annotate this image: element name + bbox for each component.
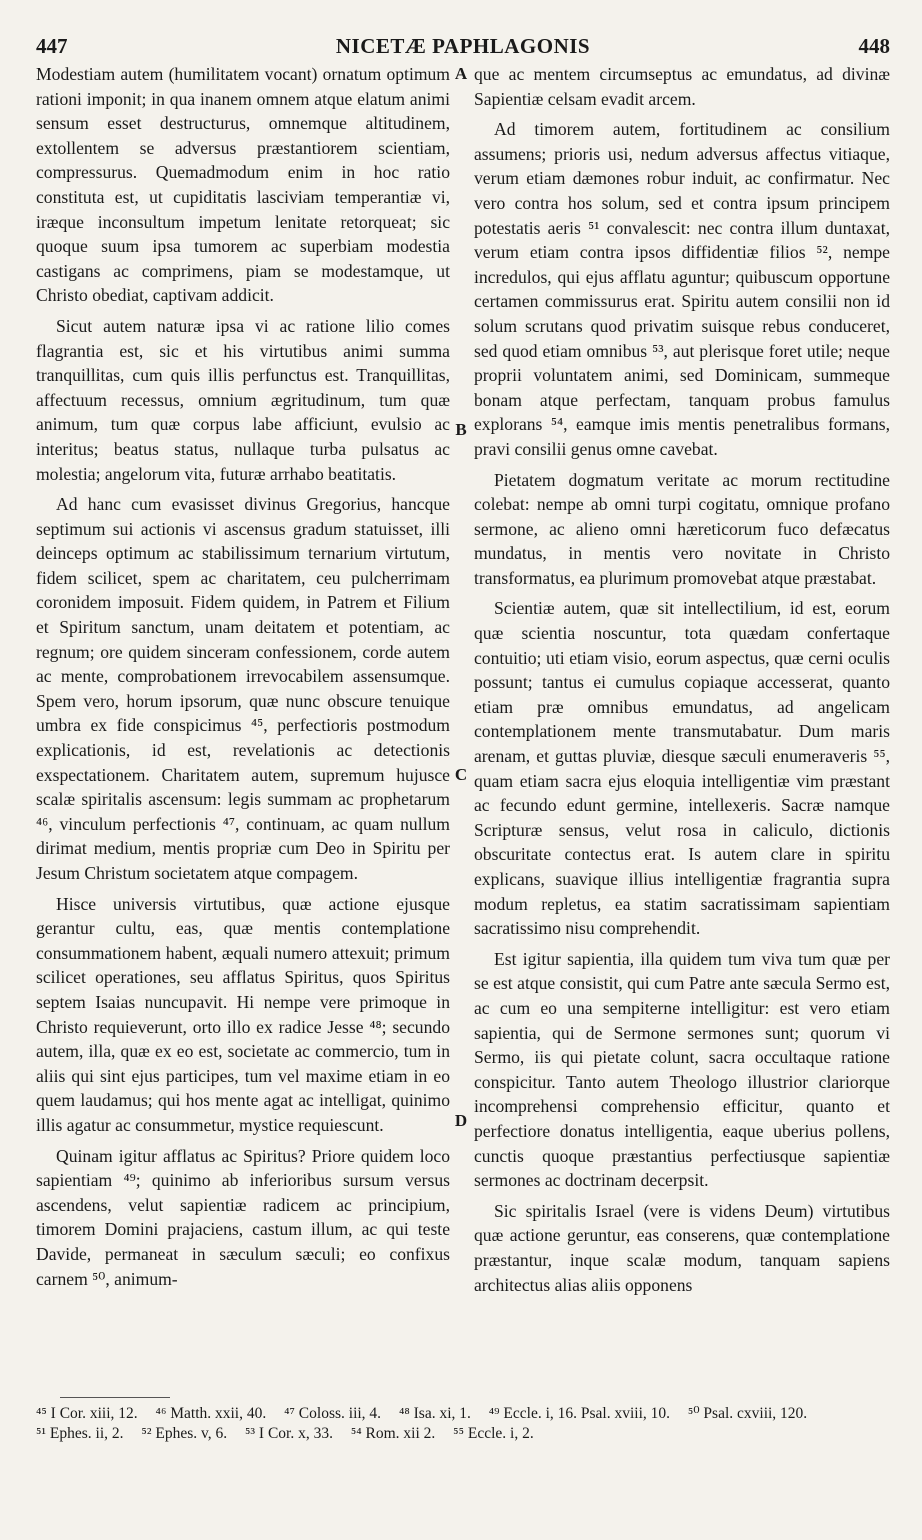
footnote: ⁴⁶ Matth. xxii, 40. <box>155 1405 267 1422</box>
footnote: ⁴⁵ I Cor. xiii, 12. <box>36 1405 138 1422</box>
footnote: ⁵² Ephes. v, 6. <box>141 1425 228 1442</box>
paragraph: Quinam igitur afflatus ac Spiritus? Priore quidem loco sapientiam ⁴⁹; quinimo ab inferioribus sursum versus ascendens, velut sapientiæ radicem ac principium, timorem Domini prajaciens, castum illum, ac qui teste Davide, permaneat in sæculum sæculi; eo confixus carnem ⁵⁰, animum- <box>36 1145 450 1289</box>
footnote: ⁵⁴ Rom. xii 2. <box>350 1425 436 1442</box>
page-number-left: 447 <box>36 34 68 58</box>
paragraph: Est igitur sapientia, illa quidem tum viva tum quæ per se est atque consistit, qui cum Patre ante sæcula Sermo est, ac cum eo una sempiterne intelligitur: est vero etiam sapientia, qui de Sermone sermones sunt; quorum vi Sermo, iis qui pietate colunt, sacra occultaque ratione conspicitur. Tanto autem Theologo illustrior clariorque incomprehensi comprehensio efficitur, quanto et perfectiore donatus intelligentia, eaque uberius pollens, cunctis quoque præstantius perfectiusque sapientiæ sermones ac doctrinam decerpsit. <box>474 948 890 1191</box>
paragraph: Ad hanc cum evasisset divinus Gregorius, hancque septimum sui actionis vi ascensus gradum statuisset, illi deinceps optimum ac stabilissimum ternarium virtutum, fidem scilicet, spem ac charitatem, ceu pulcherrimam coronidem imposuit. Fidem quidem, in Patrem et Filium et Spiritum sanctum, unam deitatem et potentiam, ac regnum; ore quidem sinceram confessionem, corde autem ac mente, comprobationem irrevocabilem assensumque. Spem vero, horum ipsorum, quæ nunc obscure tenuique umbra ex fide conspicimus ⁴⁵, perfectioris postmodum explicationis, id est, revelationis ac detectionis exspectationem. Charitatem autem, supremum hujusce scalæ spiritalis ascensum: legis summam ac prophetarum ⁴⁶, vinculum perfectionis ⁴⁷, continuam, ac quam nullum dirimat medium, mentis propriæ cum Deo in Spiritu per Jesum Christum societatem atque compagem. <box>36 494 450 883</box>
paragraph: Pietatem dogmatum veritate ac morum rectitudine colebat: nempe ab omni turpi cogitatu, omnique profano sermone, ac alieno omni hæreticorum fuco defæcatus mundatus, in mentis vero novitate in Christo transformatus, ea plurimum promovebat atque præstabat. <box>474 469 890 588</box>
footnote: ⁵³ I Cor. x, 33. <box>244 1425 333 1442</box>
running-title: NICETÆ PAPHLAGONIS <box>335 34 591 58</box>
paragraph: Modestiam autem (humilitatem vocant) ornatum optimum rationi imponit; in qua inanem omnem atque elatum animi sensum esset destructurus, omnemque altitudinem, extollentem se adversus præstantiorem scientiam, compressurus. Quemadmodum enim in hoc ratio constituta est, ut cupiditatis lasciviam temperantiæ vi, iræque inconsultum impetum lenitate retorqueat; sic quoque suum ipsa tumorem ac superbiam modestia castigans ac comprimens, piam se modestamque, ut Christo obediat, captivam addicit. <box>36 64 450 306</box>
footnote: ⁵⁵ Eccle. i, 2. <box>453 1425 534 1442</box>
footnote: ⁴⁸ Isa. xi, 1. <box>398 1405 471 1422</box>
margin-letter-d: D <box>454 1111 468 1130</box>
footnote: ⁴⁹ Eccle. i, 16. Psal. xviii, 10. <box>488 1405 671 1422</box>
footnote: ⁵¹ Ephes. ii, 2. <box>36 1425 124 1442</box>
margin-letter-b: B <box>455 420 467 439</box>
footnotes <box>36 1404 890 1444</box>
left-column <box>36 62 450 1402</box>
paragraph: que ac mentem circumseptus ac emundatus, ad divinæ Sapientiæ celsam evadit arcem. <box>474 64 890 109</box>
page-number-right: 448 <box>858 34 890 58</box>
margin-letter-c: C <box>454 765 468 784</box>
footnote-divider <box>60 1397 170 1398</box>
paragraph: Sicut autem naturæ ipsa vi ac ratione lilio comes flagrantia est, sic et his virtutibus animi summa tranquillitas, cum quis illis perfunctus est. Tranquillitas, affectuum recessus, omnium ægritudinum, tum quæ animum, tum quæ corpus labe afficiunt, evulsio ac interitus; beatus status, nullaque turba pulsatus ac molestia; angelorum vita, futuræ arrhabo beatitatis. <box>36 315 450 484</box>
paragraph: Sic spiritalis Israel (vere is videns Deum) virtutibus quæ actione geruntur, eas conserens, quæ contemplatione præstantur, inque scalæ modum, tanquam sapiens architectus alias aliis opponens <box>474 1200 890 1295</box>
margin-letter-a: A <box>454 64 468 83</box>
footnote: ⁴⁷ Coloss. iii, 4. <box>284 1405 382 1422</box>
right-column <box>474 62 890 1402</box>
footnote: ⁵⁰ Psal. cxviii, 120. <box>687 1405 808 1422</box>
paragraph: Ad timorem autem, fortitudinem ac consilium assumens; prioris usi, nedum adversus affectus vitiaque, verum etiam dæmones robur induit, ac confirmatur. Nec vero contra hos solum, sed et contra ipsum principem potestatis aeris ⁵¹ convalescit: nec contra illum duntaxat, verum etiam contra ipsos diffidentiæ filios ⁵², nempe incredulos, qui ejus afflatu aguntur; quibuscum opportune certamen commissurus erat. Spiritu autem consilii non id solum scrutans quod privatim suisque rebus conduceret, sed quod etiam omnibus ⁵³, aut plerisque foret utile; neque proprii voluntatem animi, sed Dominicam, summeque bonam atque perfectam, tanquam probus famulus explorans ⁵⁴, eamque imis mentis penetralibus formans, pravi consilii genus omne cavebat. <box>474 119 890 459</box>
paragraph: Hisce universis virtutibus, quæ actione ejusque gerantur cultu, eas, quæ mentis contemplatione consummationem habent, æquali numero attexuit; primum scilicet operationes, seu afflatus Spiritus, quos Spiritus septem Isaias nuncupavit. Hi nempe vere primoque in Christo requieverunt, orto illo ex radice Jesse ⁴⁸; secundo autem, illa, quæ ex eo est, societate ac commercio, tum in aliis qui sint ejus participes, tum vel maxime etiam in eo quem laudamus; qui hos mente agat ac intelligat, quinimo illis agatur ac consummetur, mystice requiescunt. <box>36 893 450 1135</box>
paragraph: Scientiæ autem, quæ sit intellectilium, id est, eorum quæ scientia noscuntur, tota quædam confertaque contuitio; uti etiam visio, eorum aspectus, quæ cerni oculis possunt; tantus ei cumulus copiaque accesserat, quanto etiam præ omnibus emundatus, ad angelicam contemplationem mente transmutabatur. Dum maris arenam, et guttas pluviæ, diesque sæculi enumeraveris ⁵⁵, quam etiam sacra ejus eloquia intelligentiæ vim præstant ac fecundo edunt germine, intellexeris. Sacræ namque Scripturæ sensus, velut rosa in caliculo, dictionis obscuritate contectus erat. Is autem clare in spiritu explicans, suavique illius intelligentiæ fragrantia supra modum repletus, ea statim sacratissimam sapientiam sacratissimo nisu comprehendit. <box>474 598 890 939</box>
running-header <box>36 34 890 64</box>
